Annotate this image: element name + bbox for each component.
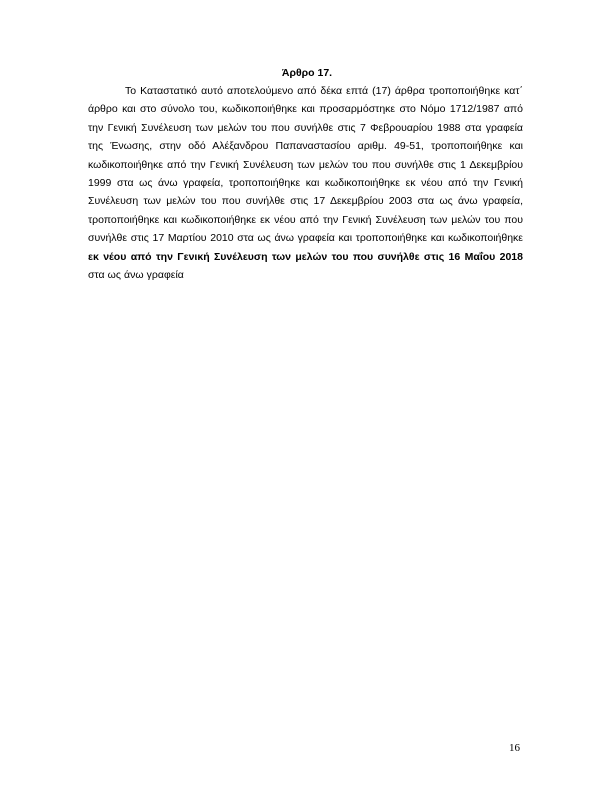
page-number: 16 <box>509 742 520 754</box>
paragraph-text-regular: Το Καταστατικό αυτό αποτελούμενο από δέκα επτά (17) άρθρα τροποποιήθηκε κατ΄ άρθρο και στο σύνολο του, κωδικοποιήθηκε και προσαρμόστηκε στο Νόμο 1712/1987 από την Γενική Συνέλευση των μελών του που συνήλθε στις 7 Φεβρουαρίου 1988 στα γραφεία της Ένωσης, στην οδό Αλέξανδρου Παπαναστασίου αριθμ. 49-51, τροποποιήθηκε και κωδικοποιήθηκε από την Γενική Συνέλευση των μελών του που συνήλθε στις 1 Δεκεμβρίου 1999 στα ως άνω γραφεία, τροποποιήθηκε και κωδικοποιήθηκε εκ νέου από την Γενική Συνέλευση των μελών του που συνήλθε στις 17 Δεκεμβρίου 2003 στα ως άνω γραφεία, τροποποιήθηκε και κωδικοποιήθηκε εκ νέου από την Γενική Συνέλευση των μελών του που συνήλθε στις 17 Μαρτίου 2010 στα ως άνω γραφεία και τροποποιήθηκε και κωδικοποιήθηκε <box>88 85 523 245</box>
article-title: Άρθρο 17. <box>281 67 333 79</box>
paragraph-text-bold: εκ νέου από την Γενική Συνέλευση των μελών του που συνήλθε στις 16 Μαΐου 2018 <box>88 250 523 263</box>
paragraph-text-tail: στα ως άνω γραφεία <box>88 269 184 282</box>
article-paragraph <box>88 82 523 284</box>
